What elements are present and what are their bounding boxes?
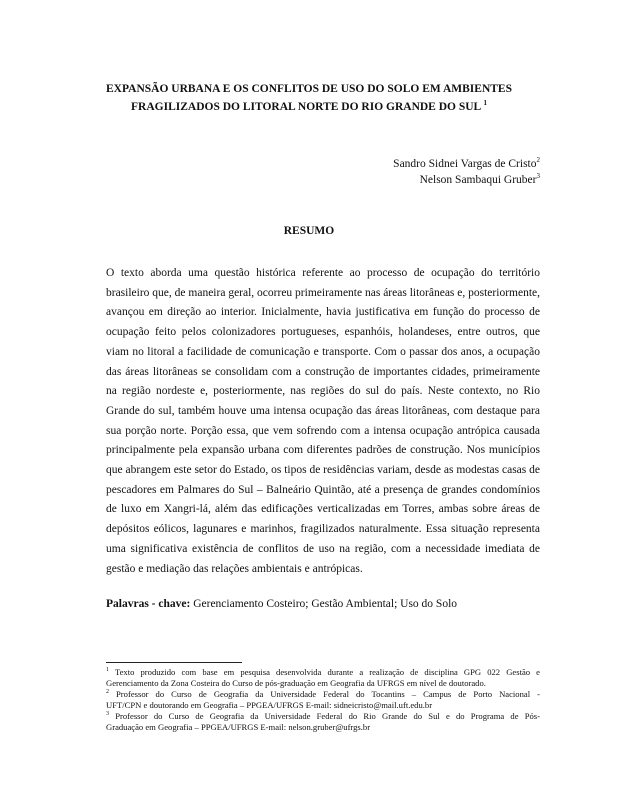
abstract-body (106, 264, 540, 579)
title-line-2 (60, 98, 558, 116)
abstract-line: avançou em direção ao interior. Inicialmente, havia justificativa em função do processo de (106, 306, 540, 319)
title-line-2-text: FRAGILIZADOS DO LITORAL NORTE DO RIO GRANDE DO SUL (131, 101, 481, 113)
abstract-line: brasileiro que, de maneira geral, ocorreu primeiramente nas áreas litorâneas e, posteriormente, (106, 286, 540, 299)
abstract-line: Grande do sul, também houve uma intensa ocupação das áreas litorâneas, com destaque para (106, 404, 540, 417)
keywords (106, 598, 457, 610)
title-line-1: EXPANSÃO URBANA E OS CONFLITOS DE USO DO SOLO EM AMBIENTES (106, 83, 512, 95)
author-1-ref: 2 (536, 156, 540, 165)
abstract-line: depósitos eólicos, lagunares e marinhos, fragilizados naturalmente. Essa situação representa (106, 523, 540, 536)
footnote-2-line-1: Professor do Curso de Geografia da Universidade Federal do Tocantins – Campus de Porto Nacional - (116, 689, 540, 699)
abstract-line: das áreas litorâneas se consolidam com a construção de importantes cidades, primeiramente (106, 365, 540, 378)
abstract-line: ocupação feito pelos colonizadores portugueses, espanhóis, holandeses, entre outros, que (106, 326, 540, 339)
author-list (393, 156, 540, 188)
footnote-3 (106, 711, 540, 722)
footnote-1 (106, 667, 540, 678)
abstract-heading: RESUMO (283, 225, 335, 237)
footnote-1-line-1: Texto produzido com base em pesquisa desenvolvida durante a realização de disciplina GPG 022 Gestão e (114, 667, 540, 677)
author-1 (393, 156, 540, 172)
footnote-3-number: 3 (106, 711, 109, 718)
abstract-line: pescadores em Palmares do Sul – Balneário Quintão, até a presença de grandes condomínios (106, 483, 540, 496)
abstract-line: viam no litoral a facilidade de comunicação e transporte. Com o passar dos anos, a ocupação (106, 345, 540, 358)
abstract-line: sua porção norte. Porção essa, que vem sofrendo com a intensa ocupação antrópica causada (106, 424, 540, 437)
abstract-line: principalmente pela expansão urbana com diferentes padrões de construção. Nos municípios (106, 444, 540, 457)
footnote-2-line-2: UFT/CPN e doutorando em Geografia – PPGEA/UFRGS E-mail: sidneicristo@mail.uft.edu.br (106, 700, 433, 710)
footnote-3-line-2: Graduação em Geografia – PPGEA/UFRGS E-mail: nelson.gruber@ufrgs.br (106, 722, 371, 732)
author-2 (393, 172, 540, 188)
author-1-name: Sandro Sidnei Vargas de Cristo (393, 158, 537, 170)
keywords-text: Gerenciamento Costeiro; Gestão Ambiental; Uso do Solo (193, 598, 458, 610)
abstract-line: que abrangem este setor do Estado, os tipos de residências variam, desde as modestas casas de (106, 464, 540, 477)
keywords-label: Palavras - chave: (106, 598, 191, 610)
document-title (60, 80, 558, 116)
footnote-1-line-2: Gerenciamento da Zona Costeira do Curso de pós-graduação em Geografia da UFRGS em nível de doutorado. (106, 678, 486, 688)
abstract-line: de luxo em Xangri-lá, além das edificações verticalizadas em Torres, ambas sobre áreas de (106, 503, 540, 516)
footnote-3-line-1: Professor do Curso de Geografia da Universidade Federal do Rio Grande do Sul e do Programa de Pós- (115, 711, 541, 721)
abstract-line: na região nordeste e, posteriormente, nas regiões do sul do país. Neste contexto, no Rio (106, 385, 540, 398)
footnotes (106, 667, 540, 733)
author-2-ref: 3 (536, 172, 540, 181)
author-2-name: Nelson Sambaqui Gruber (419, 174, 537, 186)
footnote-separator (106, 662, 242, 663)
title-footnote-ref: 1 (483, 99, 487, 108)
abstract-line: O texto aborda uma questão histórica referente ao processo de ocupação do território (106, 267, 540, 279)
footnote-2 (106, 689, 540, 700)
abstract-line: uma significativa existência de conflitos de uso na região, com a necessidade imediata de (106, 542, 540, 555)
footnote-1-number: 1 (106, 667, 109, 674)
footnote-2-number: 2 (106, 689, 109, 696)
abstract-line: gestão e mediação das relações ambientais e antrópicas. (106, 562, 363, 575)
